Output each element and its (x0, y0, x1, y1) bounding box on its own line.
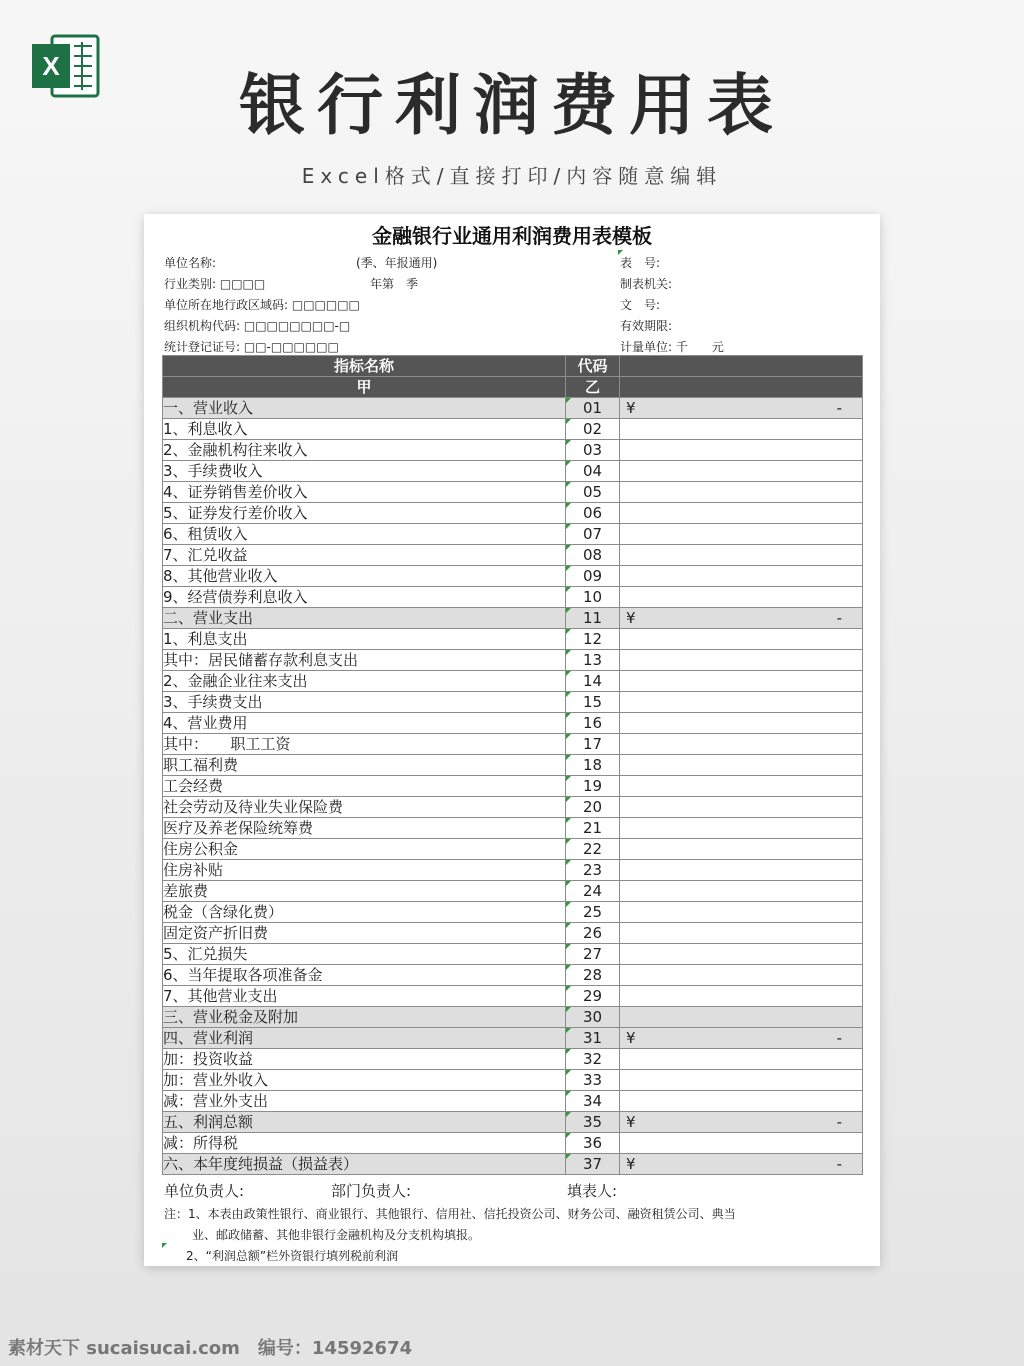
value-dash: - (836, 609, 842, 627)
row-code[interactable]: 23 (566, 860, 620, 881)
row-indicator-name[interactable]: 一、营业收入 (163, 398, 566, 419)
currency-symbol: ¥ (626, 1029, 636, 1047)
row-code[interactable]: 30 (566, 1007, 620, 1028)
table-row (163, 608, 863, 629)
table-row (163, 461, 863, 482)
row-value-cell[interactable] (620, 923, 863, 944)
table-row (163, 1007, 863, 1028)
watermark: 素材天下 sucaisucai.com 编号：14592674 (8, 1338, 413, 1359)
row-code[interactable]: 04 (566, 461, 620, 482)
row-indicator-name[interactable]: 四、营业利润 (163, 1028, 566, 1049)
row-code[interactable]: 11 (566, 608, 620, 629)
value-dash: - (836, 1029, 842, 1047)
table-row (163, 944, 863, 965)
sheet-title: 金融银行业通用利润费用表模板 (372, 224, 652, 248)
row-indicator-name[interactable]: 5、汇兑损失 (163, 944, 566, 965)
currency-symbol: ¥ (626, 1113, 636, 1131)
table-row (163, 839, 863, 860)
info-unit: 计量单位: 千 元 (620, 340, 724, 354)
row-indicator-name[interactable]: 减：营业外支出 (163, 1091, 566, 1112)
info-region-code: 单位所在地行政区域码: □□□□□□ (164, 298, 360, 312)
table-row (163, 755, 863, 776)
row-indicator-name[interactable]: 六、本年度纯损益（损益表） (163, 1154, 566, 1175)
row-indicator-name[interactable]: 6、当年提取各项准备金 (163, 965, 566, 986)
row-indicator-name[interactable]: 其中：居民储蓄存款利息支出 (163, 650, 566, 671)
row-code[interactable]: 10 (566, 587, 620, 608)
row-code[interactable]: 13 (566, 650, 620, 671)
table-row (163, 986, 863, 1007)
row-value-cell[interactable] (620, 734, 863, 755)
row-indicator-name[interactable]: 加：投资收益 (163, 1049, 566, 1070)
info-authority: 制表机关: (620, 277, 673, 291)
row-value-cell[interactable] (620, 797, 863, 818)
row-indicator-name[interactable]: 1、利息收入 (163, 419, 566, 440)
row-value-cell[interactable] (620, 545, 863, 566)
row-indicator-name[interactable]: 2、金融企业往来支出 (163, 671, 566, 692)
row-indicator-name[interactable]: 6、租赁收入 (163, 524, 566, 545)
table-header-row (163, 356, 863, 377)
table-row (163, 398, 863, 419)
row-code[interactable]: 21 (566, 818, 620, 839)
row-value-cell[interactable] (620, 608, 863, 629)
header-name-sub: 甲 (163, 377, 566, 398)
row-code[interactable]: 25 (566, 902, 620, 923)
value-dash: - (836, 399, 842, 417)
table-row (163, 587, 863, 608)
row-indicator-name[interactable]: 工会经费 (163, 776, 566, 797)
row-value-cell[interactable] (620, 671, 863, 692)
row-indicator-name[interactable]: 加：营业外收入 (163, 1070, 566, 1091)
row-value-cell[interactable] (620, 398, 863, 419)
row-code[interactable]: 34 (566, 1091, 620, 1112)
table-row (163, 566, 863, 587)
row-indicator-name[interactable]: 减：所得税 (163, 1133, 566, 1154)
row-code[interactable]: 06 (566, 503, 620, 524)
table-subheader-row (163, 377, 863, 398)
row-value-cell[interactable] (620, 818, 863, 839)
row-value-cell[interactable] (620, 713, 863, 734)
row-code[interactable]: 14 (566, 671, 620, 692)
row-code[interactable]: 09 (566, 566, 620, 587)
row-indicator-name[interactable]: 3、手续费收入 (163, 461, 566, 482)
currency-symbol: ¥ (626, 609, 636, 627)
header-value (620, 356, 863, 377)
note-line-2: 业、邮政储蓄、其他非银行金融机构及分支机构填报。 (192, 1228, 481, 1242)
row-value-cell[interactable] (620, 1133, 863, 1154)
table-row (163, 1070, 863, 1091)
row-code[interactable]: 33 (566, 1070, 620, 1091)
table-row (163, 545, 863, 566)
table-row (163, 1133, 863, 1154)
page-title: 银行利润费用表 (239, 67, 785, 144)
row-value-cell[interactable] (620, 860, 863, 881)
row-indicator-name[interactable]: 住房公积金 (163, 839, 566, 860)
table-row (163, 776, 863, 797)
row-code[interactable]: 35 (566, 1112, 620, 1133)
row-code[interactable]: 27 (566, 944, 620, 965)
row-code[interactable]: 29 (566, 986, 620, 1007)
sig-preparer: 填表人: (567, 1182, 618, 1200)
row-value-cell[interactable] (620, 1007, 863, 1028)
row-code[interactable]: 24 (566, 881, 620, 902)
row-value-cell[interactable] (620, 1028, 863, 1049)
row-indicator-name[interactable]: 7、其他营业支出 (163, 986, 566, 1007)
row-value-cell[interactable] (620, 461, 863, 482)
table-row (163, 671, 863, 692)
row-code[interactable]: 36 (566, 1133, 620, 1154)
note-line-3: 2、“利润总额”栏外资银行填列税前利润 (186, 1249, 399, 1263)
page-subtitle: Excel格式/直接打印/内容随意编辑 (301, 164, 723, 188)
header-code: 代码 (566, 356, 620, 377)
row-indicator-name[interactable]: 7、汇兑收益 (163, 545, 566, 566)
info-unit-name: 单位名称: (164, 256, 217, 270)
row-indicator-name[interactable]: 税金（含绿化费） (163, 902, 566, 923)
row-value-cell[interactable] (620, 587, 863, 608)
row-value-cell[interactable] (620, 1049, 863, 1070)
row-value-cell[interactable] (620, 566, 863, 587)
info-report-type: (季、年报通用) (356, 256, 438, 270)
table-row (163, 818, 863, 839)
row-indicator-name[interactable]: 医疗及养老保险统筹费 (163, 818, 566, 839)
row-value-cell[interactable] (620, 965, 863, 986)
value-dash: - (836, 1155, 842, 1173)
row-indicator-name[interactable]: 2、金融机构往来收入 (163, 440, 566, 461)
table-row (163, 902, 863, 923)
row-value-cell[interactable] (620, 692, 863, 713)
row-value-cell[interactable] (620, 986, 863, 1007)
sig-unit-head: 单位负责人: (164, 1182, 245, 1200)
row-indicator-name[interactable]: 其中： 职工工资 (163, 734, 566, 755)
row-code[interactable]: 16 (566, 713, 620, 734)
value-dash: - (836, 1113, 842, 1131)
info-form-no: 表 号: (620, 256, 661, 270)
table-row (163, 629, 863, 650)
row-code[interactable]: 22 (566, 839, 620, 860)
table-row (163, 734, 863, 755)
row-indicator-name[interactable]: 5、证券发行差价收入 (163, 503, 566, 524)
info-org-code: 组织机构代码: □□□□□□□□-□ (164, 319, 351, 333)
row-code[interactable]: 01 (566, 398, 620, 419)
row-code[interactable]: 18 (566, 755, 620, 776)
table-row (163, 503, 863, 524)
row-code[interactable]: 03 (566, 440, 620, 461)
row-indicator-name[interactable]: 4、营业费用 (163, 713, 566, 734)
row-value-cell[interactable] (620, 440, 863, 461)
profit-expense-table (162, 355, 863, 1175)
row-indicator-name[interactable]: 职工福利费 (163, 755, 566, 776)
row-code[interactable]: 26 (566, 923, 620, 944)
row-indicator-name[interactable]: 9、经营债券利息收入 (163, 587, 566, 608)
row-value-cell[interactable] (620, 1091, 863, 1112)
row-code[interactable]: 07 (566, 524, 620, 545)
row-value-cell[interactable] (620, 944, 863, 965)
info-reg-no: 统计登记证号: □□-□□□□□□ (164, 340, 339, 354)
header-indicator-name: 指标名称 (163, 356, 566, 377)
row-code[interactable]: 08 (566, 545, 620, 566)
row-value-cell[interactable] (620, 629, 863, 650)
note-line-1: 注：1、本表由政策性银行、商业银行、其他银行、信用社、信托投资公司、财务公司、融资租赁公司、典当 (164, 1207, 736, 1221)
row-indicator-name[interactable]: 8、其他营业收入 (163, 566, 566, 587)
row-code[interactable]: 15 (566, 692, 620, 713)
cell-comment-marker (618, 250, 623, 255)
row-value-cell[interactable] (620, 1070, 863, 1091)
header-value-sub (620, 377, 863, 398)
currency-symbol: ¥ (626, 399, 636, 417)
row-value-cell[interactable] (620, 524, 863, 545)
table-row (163, 524, 863, 545)
row-code[interactable]: 19 (566, 776, 620, 797)
row-value-cell[interactable] (620, 650, 863, 671)
row-indicator-name[interactable]: 住房补贴 (163, 860, 566, 881)
row-code[interactable]: 28 (566, 965, 620, 986)
table-row (163, 1049, 863, 1070)
sig-dept-head: 部门负责人: (331, 1182, 412, 1200)
info-validity: 有效期限: (620, 319, 673, 333)
table-row (163, 797, 863, 818)
row-value-cell[interactable] (620, 503, 863, 524)
table-row (163, 650, 863, 671)
row-indicator-name[interactable]: 4、证券销售差价收入 (163, 482, 566, 503)
table-row (163, 965, 863, 986)
table-row (163, 860, 863, 881)
row-indicator-name[interactable]: 三、营业税金及附加 (163, 1007, 566, 1028)
row-code[interactable]: 37 (566, 1154, 620, 1175)
row-indicator-name[interactable]: 固定资产折旧费 (163, 923, 566, 944)
row-value-cell[interactable] (620, 482, 863, 503)
table-row (163, 692, 863, 713)
info-industry: 行业类别: □□□□ (164, 277, 266, 291)
row-indicator-name[interactable]: 五、利润总额 (163, 1112, 566, 1133)
row-code[interactable]: 31 (566, 1028, 620, 1049)
row-code[interactable]: 20 (566, 797, 620, 818)
currency-symbol: ¥ (626, 1155, 636, 1173)
cell-comment-marker (162, 1243, 167, 1248)
table-row (163, 1091, 863, 1112)
info-quarter: 年第 季 (370, 277, 419, 291)
header-code-sub: 乙 (566, 377, 620, 398)
row-indicator-name[interactable]: 1、利息支出 (163, 629, 566, 650)
row-value-cell[interactable] (620, 755, 863, 776)
table-row (163, 923, 863, 944)
row-value-cell[interactable] (620, 776, 863, 797)
row-value-cell[interactable] (620, 1154, 863, 1175)
row-value-cell[interactable] (620, 419, 863, 440)
row-code[interactable]: 02 (566, 419, 620, 440)
table-row (163, 440, 863, 461)
table-row (163, 713, 863, 734)
row-code[interactable]: 32 (566, 1049, 620, 1070)
row-indicator-name[interactable]: 差旅费 (163, 881, 566, 902)
row-value-cell[interactable] (620, 839, 863, 860)
row-code[interactable]: 17 (566, 734, 620, 755)
row-code[interactable]: 05 (566, 482, 620, 503)
row-code[interactable]: 12 (566, 629, 620, 650)
table-row (163, 1154, 863, 1175)
row-value-cell[interactable] (620, 1112, 863, 1133)
table-row (163, 419, 863, 440)
info-doc-no: 文 号: (620, 298, 661, 312)
table-row (163, 1112, 863, 1133)
logo-letter: X (42, 51, 60, 81)
row-value-cell[interactable] (620, 902, 863, 923)
row-indicator-name[interactable]: 二、营业支出 (163, 608, 566, 629)
table-row (163, 482, 863, 503)
row-indicator-name[interactable]: 3、手续费支出 (163, 692, 566, 713)
row-value-cell[interactable] (620, 881, 863, 902)
table-row (163, 1028, 863, 1049)
table-row (163, 881, 863, 902)
row-indicator-name[interactable]: 社会劳动及待业失业保险费 (163, 797, 566, 818)
